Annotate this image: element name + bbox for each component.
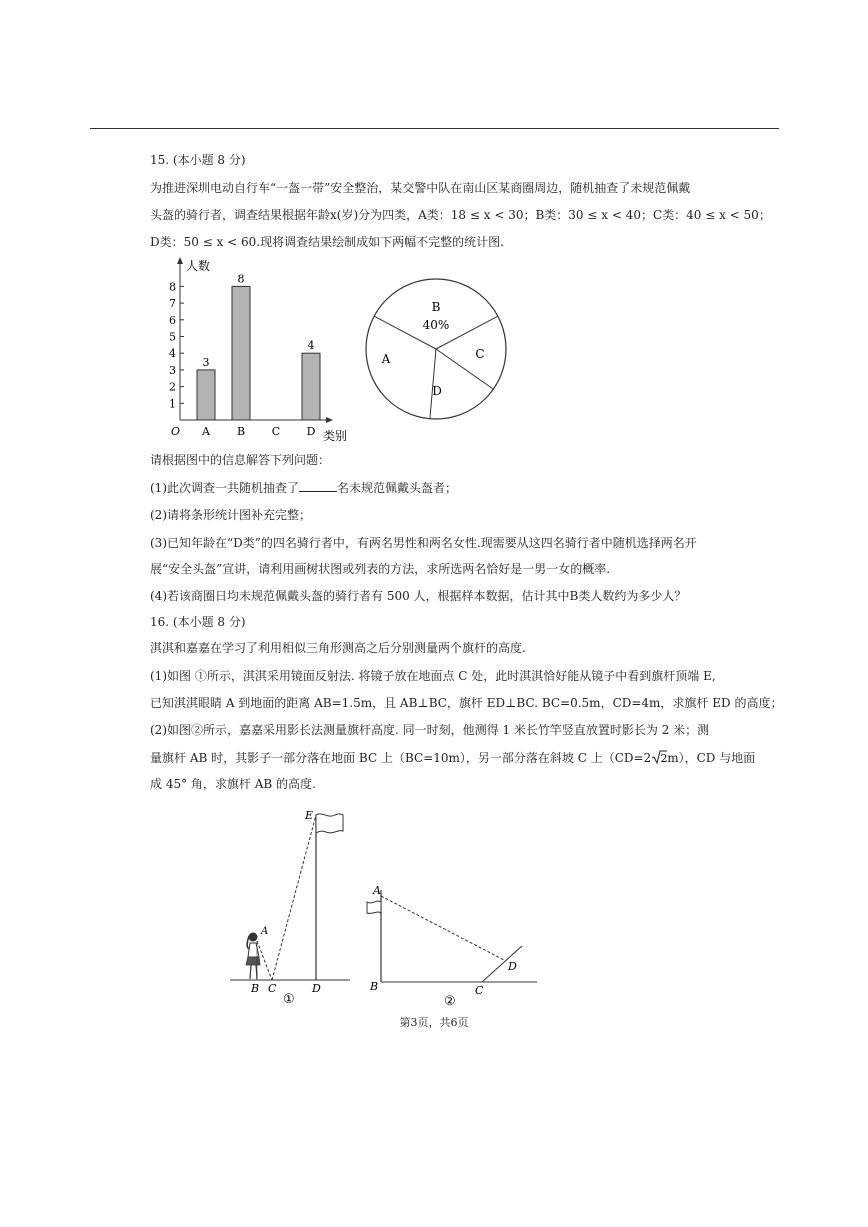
- y-tick-label: 6: [169, 313, 176, 327]
- figure-2: [362, 880, 542, 1008]
- x-tick-label: B: [236, 425, 246, 438]
- pie-slice-label: A: [381, 352, 391, 366]
- q15-prompt: 请根据图中的信息解答下列问题：: [150, 453, 331, 467]
- figure-1: [225, 805, 355, 1010]
- label-C: C: [268, 982, 277, 995]
- q15-sub1: [150, 480, 457, 496]
- y-tick-label: 2: [169, 380, 176, 394]
- bar-value-label: 4: [307, 339, 315, 353]
- label-C: C: [475, 984, 484, 997]
- pie-slice-percent: 40%: [422, 318, 450, 332]
- dashed-line-ce: [272, 815, 316, 980]
- q15-sub1-before: (1)此次调查一共随机抽查了: [150, 481, 299, 495]
- origin-label: O: [171, 425, 181, 438]
- q16-sub1-line-1: (1)如图 ①所示，淇淇采用镜面反射法. 将镜子放在地面点 C 处，此时淇淇恰好能从镜子中看到旗杆顶端 E,: [150, 669, 716, 683]
- pie-slice-label: B: [431, 300, 441, 314]
- flag-icon: [367, 901, 381, 913]
- bar: [232, 286, 250, 420]
- label-D: D: [312, 982, 321, 995]
- x-tick-label: D: [306, 425, 316, 438]
- label-A: A: [373, 884, 381, 897]
- y-axis-arrow: [177, 257, 183, 264]
- x-axis-label: 类别: [323, 429, 348, 443]
- y-tick-label: 7: [169, 297, 176, 311]
- bar: [197, 370, 215, 420]
- flag-icon: [316, 814, 343, 833]
- q16-sub2-line-2-a: 量旗杆 AB 时，其影子一部分落在地面 BC 上（BC=10m），另一部分落在斜坡 C 上（CD=2: [150, 751, 652, 765]
- q15-sub3-line-1: (3)已知年龄在“D类”的四名骑行者中，有两名男性和两名女性.现需要从这四名骑行者中随机选择两名开: [150, 536, 697, 550]
- y-tick-label: 3: [169, 363, 176, 377]
- svg-text:2: 2: [660, 752, 668, 765]
- q15-title: 15. (本小题 8 分): [150, 153, 246, 167]
- label-B: B: [251, 982, 260, 995]
- dashed-line-ad: [381, 896, 506, 961]
- bar-chart: [160, 254, 360, 444]
- q15-intro-line-1: 为推进深圳电动自行车“一盔一带”安全整治，某交警中队在南山区某商圈周边，随机抽查了未规范佩戴: [150, 181, 691, 195]
- page-footer: 第3页，共6页: [399, 1016, 469, 1029]
- y-tick-label: 8: [169, 280, 176, 294]
- x-tick-label: A: [202, 425, 210, 438]
- x-tick-label: C: [271, 425, 281, 438]
- q15-sub3-line-2: 展“安全头盔”宣讲，请利用画树状图或列表的方法，求所选两名恰好是一男一女的概率.: [150, 562, 611, 576]
- bar-value-label: 3: [202, 355, 210, 369]
- pie-slice-label: D: [432, 384, 442, 398]
- q16-sub2-line-3: 成 45° 角，求旗杆 AB 的高度.: [150, 777, 316, 791]
- caption-2: ②: [444, 994, 456, 1008]
- sqrt-2-symbol: [651, 749, 667, 765]
- girl-figure: [246, 933, 260, 980]
- q15-sub1-after: 名未规范佩戴头盔者；: [337, 481, 458, 495]
- x-axis-arrow: [326, 417, 333, 423]
- y-tick-label: 1: [169, 397, 176, 411]
- caption-1: ①: [283, 992, 295, 1007]
- q15-sub4: (4)若该商圈日均未规范佩戴头盔的骑行者有 500 人，根据样本数据，估计其中B类人数约为多少人？: [150, 589, 687, 603]
- pie-chart: [360, 268, 512, 428]
- q15-sub2: (2)请将条形统计图补充完整；: [150, 508, 311, 522]
- q16-title: 16. (本小题 8 分): [150, 615, 246, 629]
- q16-intro: 淇淇和嘉嘉在学习了利用相似三角形测高之后分别测量两个旗杆的高度.: [150, 641, 526, 655]
- q16-sub2-line-1: (2)如图②所示，嘉嘉采用影长法测量旗杆高度. 同一时刻，他测得 1 米长竹竿竖直放置时影长为 2 米；测: [150, 723, 710, 737]
- q15-intro-line-3: D类：50 ≤ x < 60.现将调查结果绘制成如下两幅不完整的统计图.: [150, 235, 504, 249]
- q16-sub2-line-2: [150, 749, 755, 766]
- pie-slice-label: C: [475, 347, 485, 361]
- label-B: B: [370, 980, 379, 993]
- y-tick-label: 5: [169, 330, 176, 344]
- bar-value-label: 8: [237, 272, 245, 286]
- answer-blank: [299, 480, 337, 492]
- label-E: E: [305, 809, 314, 822]
- y-axis-label: 人数: [186, 259, 211, 273]
- label-D: D: [508, 960, 517, 973]
- label-A: A: [261, 926, 269, 937]
- bar: [302, 353, 320, 420]
- y-tick-label: 4: [169, 347, 176, 361]
- q16-sub2-line-2-b: m），CD 与地面: [667, 751, 756, 765]
- q16-sub1-line-2: 已知淇淇眼睛 A 到地面的距离 AB=1.5m，且 AB⊥BC，旗杆 ED⊥BC. BC=0.5m，CD=4m，求旗杆 ED 的高度；: [150, 696, 783, 710]
- header-rule: [90, 128, 779, 129]
- q15-intro-line-2: 头盔的骑行者，调查结果根据年龄x(岁)分为四类，A类：18 ≤ x < 30；B类：30 ≤ x < 40；C类：40 ≤ x < 50；: [150, 208, 771, 222]
